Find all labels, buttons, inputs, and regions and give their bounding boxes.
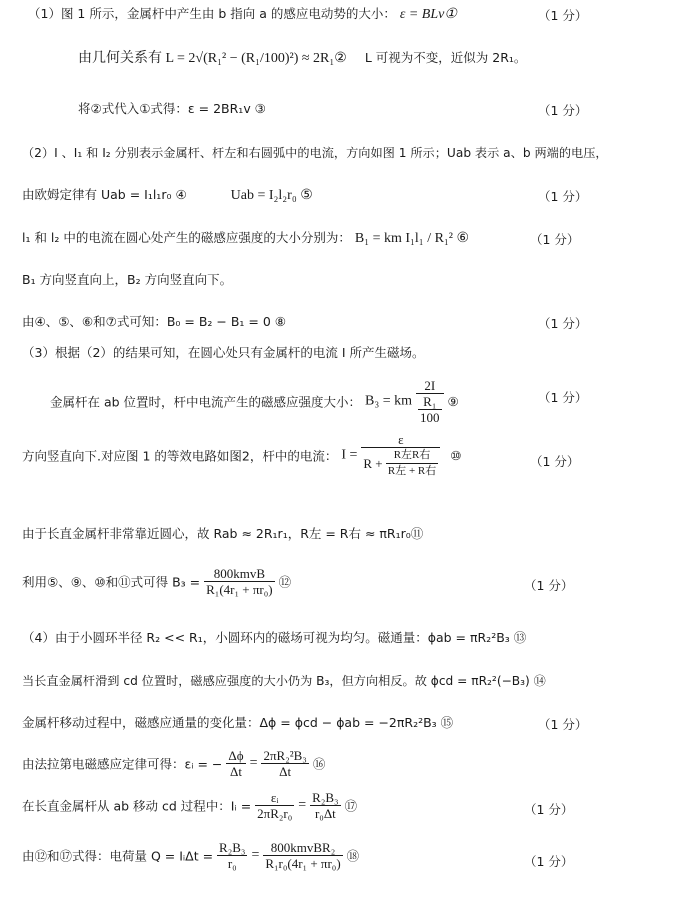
line-13-mark: ⑫ (278, 574, 292, 590)
line-6-equation: B₁ = km I₁l₁ / R₁² ⑥ (354, 231, 470, 246)
line-13 (22, 566, 291, 597)
line-18-num-2: R₂B₃ (312, 790, 339, 805)
score-6: （1 分） (530, 232, 580, 247)
line-17-text: 由法拉第电磁感应定律可得：εᵢ = − (22, 756, 223, 772)
line-10-mark: ⑨ (447, 394, 459, 409)
line-19-num-2: 800kmvBR₂ (263, 840, 342, 856)
line-13-fraction (204, 566, 274, 597)
line-2-equation: 由几何关系有 L = 2√(R₁² − (R₁/100)²) ≈ 2R₁② (78, 51, 347, 66)
line-17-den-1: Δt (229, 764, 242, 779)
line-18-equals: = (298, 797, 307, 813)
line-1-text: （1）图 1 所示，金属杆中产生由 b 指向 a 的感应电动势的大小： (28, 6, 396, 21)
line-11-denominator (361, 448, 440, 479)
line-13-numerator: 800kmvB (204, 566, 274, 582)
line-19-fraction-1 (217, 840, 247, 871)
line-18-text: 在长直金属杆从 ab 移动 cd 过程中：Iᵢ = (22, 798, 252, 814)
line-1 (28, 6, 457, 23)
line-2 (78, 50, 526, 67)
line-17-mark: ⑯ (312, 756, 326, 772)
line-8: 由④、⑤、⑥和⑦式可知：B₀ = B₂ − B₁ = 0 ⑧ (22, 314, 286, 329)
line-18 (22, 790, 357, 821)
line-16: 金属杆移动过程中，磁感应通量的变化量：Δϕ = ϕcd − ϕab = −2πR₂²B₃ ⑮ (22, 715, 454, 730)
line-13-text: 利用⑤、⑨、⑩和⑪式可得 B₃ = (22, 574, 201, 590)
line-10-inner-num: R₁ (418, 394, 442, 410)
line-19-den-2: R₁r₀(4r₁ + πr₀) (265, 856, 341, 871)
line-6 (22, 230, 469, 247)
line-10-lhs: B₃ = km (365, 393, 413, 409)
line-19-text: 由⑫和⑰式得：电荷量 Q = IᵢΔt = (22, 848, 214, 864)
line-19 (22, 840, 359, 871)
line-17-num-1: Δϕ (228, 748, 244, 763)
line-11-lhs: I = (341, 447, 358, 463)
score-10: （1 分） (538, 390, 588, 405)
line-18-den-2: r₀Δt (314, 806, 336, 821)
line-17 (22, 748, 325, 779)
line-10-fraction (416, 378, 444, 425)
line-10-inner-fraction (418, 394, 442, 425)
line-1-equation: ε = BLv① (399, 7, 457, 22)
line-11-inner-fraction (386, 448, 438, 479)
score-16: （1 分） (538, 717, 588, 732)
line-18-mark: ⑰ (344, 798, 358, 814)
line-13-denominator: R₁(4r₁ + πr₀) (206, 582, 273, 597)
line-11-den-lead: R + (363, 456, 383, 471)
line-18-den-1: 2πR₂r₀ (257, 806, 293, 821)
line-17-num-2: 2πR₂²B₃ (263, 748, 307, 763)
line-19-mark: ⑱ (346, 848, 360, 864)
line-11-inner-num: R左R右 (386, 448, 438, 464)
line-15: 当长直金属杆滑到 cd 位置时，磁感应强度的大小仍为 B₃，但方向相反。故 ϕcd = πR₂²(−B₃) ⑭ (22, 674, 546, 688)
line-17-den-2: Δt (279, 764, 292, 779)
line-12: 由于长直金属杆非常靠近圆心，故 Rab ≈ 2R₁r₁，R左 = R右 ≈ πR₁r₀⑪ (22, 526, 424, 541)
line-11-numerator: ε (361, 432, 440, 448)
line-14: （4）由于小圆环半径 R₂ << R₁，小圆环内的磁场可视为均匀。磁通量：ϕab = πR₂²B₃ ⑬ (22, 630, 527, 645)
line-5 (22, 187, 313, 204)
line-17-fraction-2 (261, 748, 308, 779)
line-7: B₁ 方向竖直向上，B₂ 方向竖直向下。 (22, 272, 233, 287)
score-13: （1 分） (524, 578, 574, 593)
line-11-text: 方向竖直向下.对应图 1 的等效电路如图2，杆中的电流： (22, 448, 338, 464)
line-17-fraction-1 (226, 748, 245, 779)
line-10-numerator: 2I (416, 378, 444, 394)
line-5-ohm-b: Uab = I₂l₂r₀ ⑤ (230, 188, 313, 203)
line-10 (50, 378, 459, 425)
line-11-inner-den: R左 + R右 (387, 465, 437, 477)
score-18: （1 分） (524, 802, 574, 817)
line-19-equals: = (251, 847, 260, 863)
line-6-text: l₁ 和 l₂ 中的电流在圆心处产生的磁感应强度的大小分别为： (22, 230, 351, 245)
line-3: 将②式代入①式得：ε = 2BR₁v ③ (78, 101, 266, 116)
line-9: （3）根据（2）的结果可知，在圆心处只有金属杆的电流 I 所产生磁场。 (22, 345, 425, 360)
score-8: （1 分） (538, 316, 588, 331)
score-1: （1 分） (538, 8, 588, 23)
line-19-den-1: r₀ (227, 856, 237, 871)
line-17-equals: = (249, 755, 258, 771)
line-19-num-1: R₂B₃ (219, 840, 246, 855)
line-11-fraction (361, 432, 440, 479)
line-18-num-1: εᵢ (255, 790, 294, 806)
score-5: （1 分） (538, 189, 588, 204)
line-10-inner-den: 100 (420, 410, 440, 425)
line-19-fraction-2 (263, 840, 342, 871)
line-11 (22, 432, 461, 479)
line-11-mark: ⑩ (450, 448, 462, 463)
line-10-text: 金属杆在 ab 位置时，杆中电流产生的磁感应强度大小： (50, 394, 362, 410)
score-3: （1 分） (538, 103, 588, 118)
line-10-denominator (416, 394, 444, 425)
line-18-fraction-1 (255, 790, 294, 821)
line-5-ohm-a: 由欧姆定律有 Uab = I₁l₁r₀ ④ (22, 187, 187, 202)
score-19: （1 分） (524, 854, 574, 869)
line-18-fraction-2 (310, 790, 340, 821)
line-4: （2）I 、I₁ 和 I₂ 分别表示金属杆、杆左和右圆弧中的电流，方向如图 1 所示；Uab 表示 a、b 两端的电压， (22, 146, 608, 160)
line-2-note: L 可视为不变，近似为 2R₁。 (364, 50, 527, 65)
score-11: （1 分） (530, 454, 580, 469)
